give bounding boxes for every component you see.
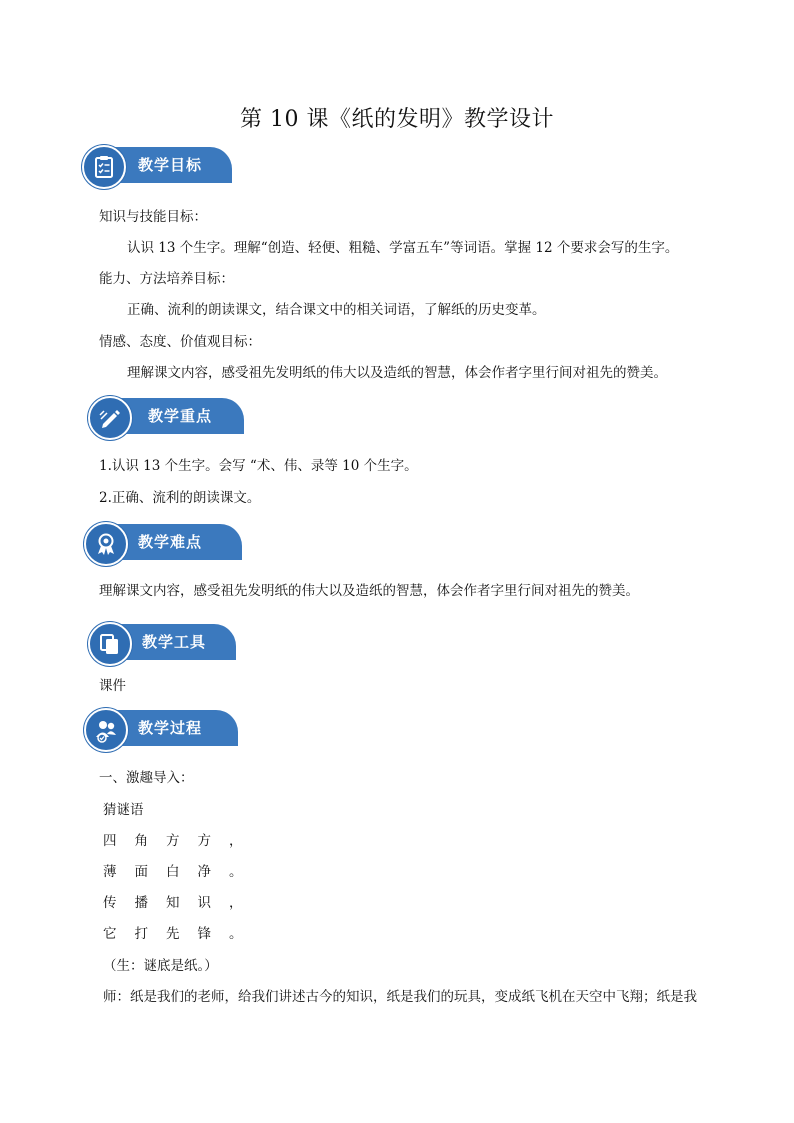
riddle-line-1: 四角方方， [103,833,261,849]
emotion-text: 理解课文内容，感受祖先发明纸的伟大以及造纸的智慧，体会作者字里行间对祖先的赞美。 [127,365,667,381]
process-step1-heading: 一、激趣导入： [99,770,194,786]
riddle-line-3: 传播知识， [103,895,261,911]
knowledge-heading: 知识与技能目标： [99,209,207,225]
ability-heading: 能力、方法培养目标： [99,271,234,287]
section-header-difficulties [84,522,244,562]
people-check-icon [84,708,128,752]
difficulties-text: 理解课文内容，感受祖先发明纸的伟大以及造纸的智慧，体会作者字里行间对祖先的赞美。 [99,583,639,599]
section-title-tools: 教学工具 [142,633,207,651]
section-title-objectives: 教学目标 [138,156,203,174]
key-point-item-2: 2.正确、流利的朗读课文。 [99,490,261,506]
clipboard-checklist-icon [82,145,126,189]
section-title-process: 教学过程 [138,719,203,737]
riddle-label: 猜谜语 [103,802,144,818]
document-title: 第 10 课《纸的发明》教学设计 [240,107,554,132]
section-title-difficulties: 教学难点 [138,533,203,551]
emotion-heading: 情感、态度、价值观目标： [99,334,261,350]
ability-text: 正确、流利的朗读课文，结合课文中的相关词语，了解纸的历史变革。 [127,302,546,318]
documents-icon [88,622,132,666]
section-header-tools [88,622,238,662]
pencil-icon [88,396,132,440]
teacher-text: 师：纸是我们的老师，给我们讲述古今的知识，纸是我们的玩具，变成纸飞机在天空中飞翔；纸是我 [103,989,697,1005]
knowledge-text: 认识 13 个生字。理解“创造、轻便、粗糙、学富五车”等词语。掌握 12 个要求会写的生字。 [127,240,679,256]
key-point-item-1: 1.认识 13 个生字。会写 “术、伟、录等 10 个生字。 [99,458,418,474]
tools-text: 课件 [99,678,126,694]
riddle-line-2: 薄面白净。 [103,864,261,880]
section-header-process [84,708,240,748]
section-title-key-points: 教学重点 [148,407,213,425]
riddle-answer: （生：谜底是纸。） [103,958,218,974]
riddle-line-4: 它打先锋。 [103,926,261,942]
award-ribbon-icon [84,522,128,566]
section-header-objectives [82,145,232,185]
section-header-key-points [88,396,246,436]
